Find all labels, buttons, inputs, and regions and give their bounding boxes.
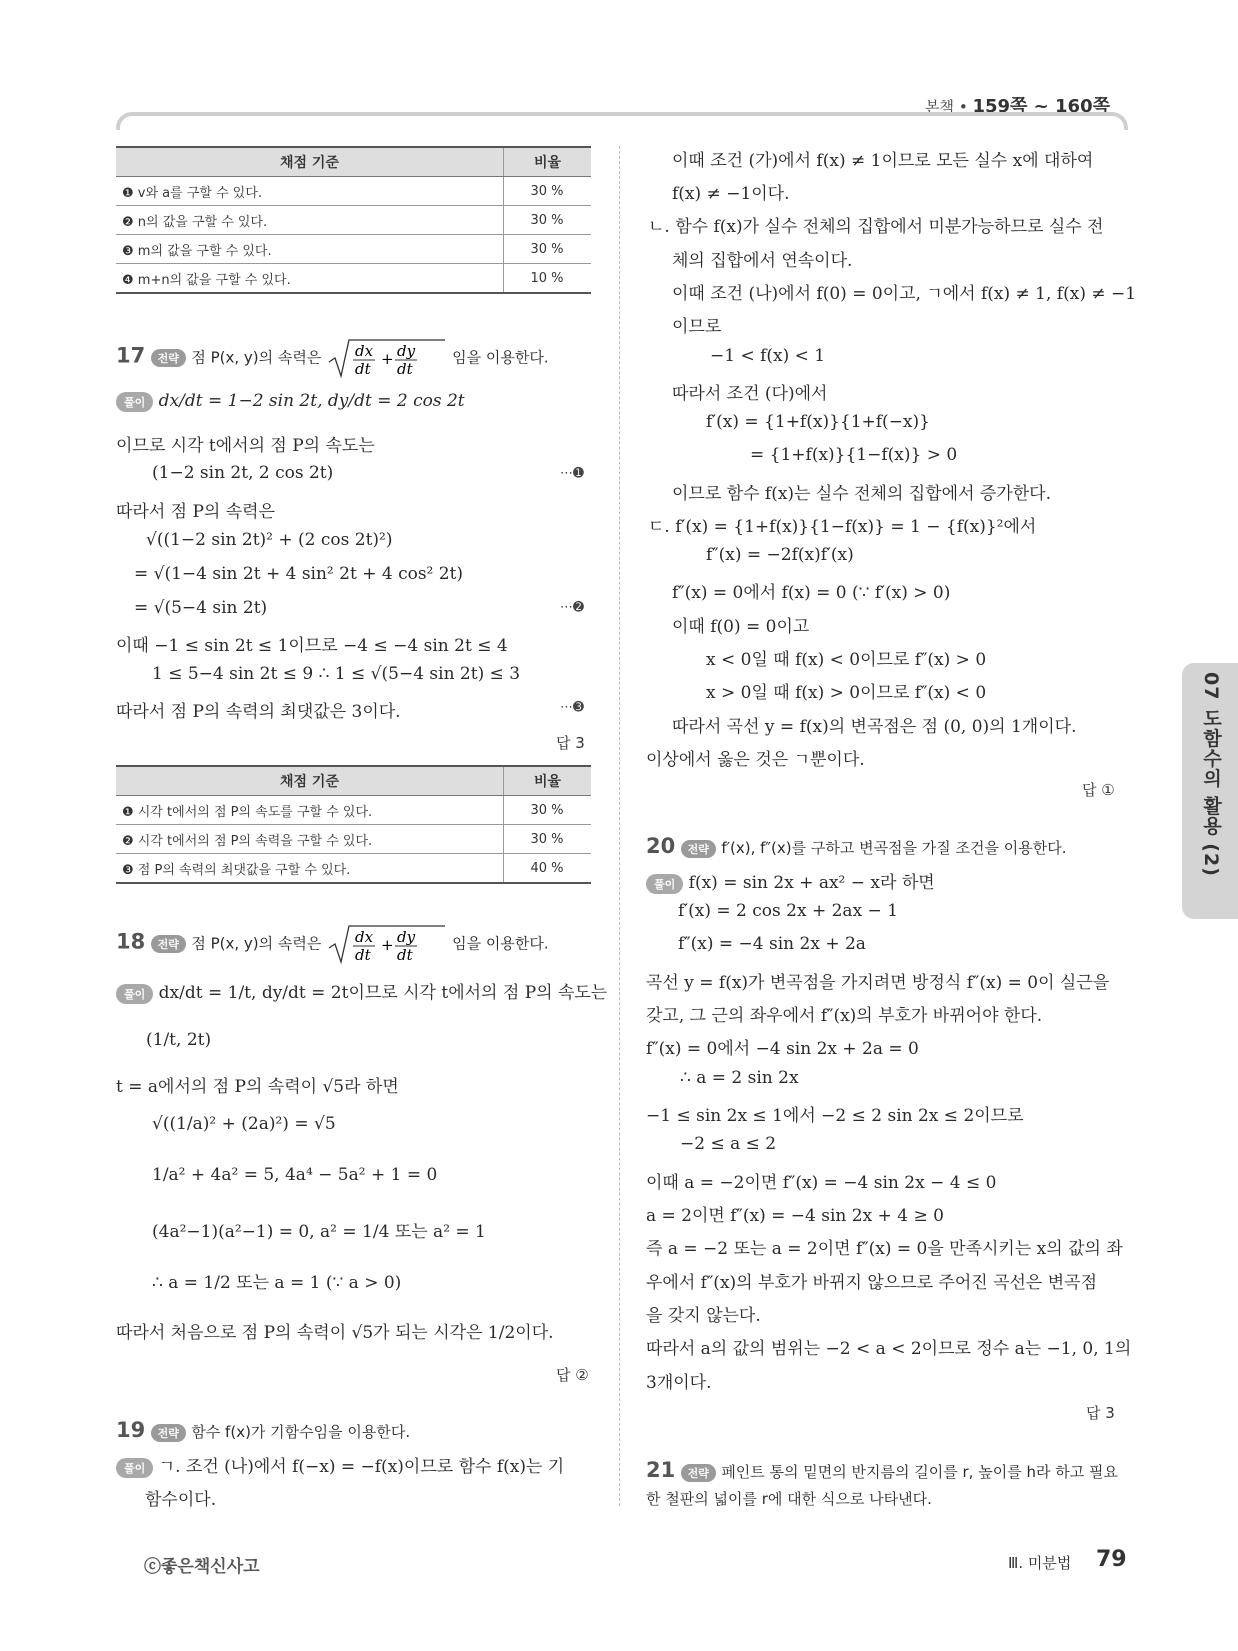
q17-line-7: 이때 −1 ≤ sin 2t ≤ 1이므로 −4 ≤ −4 sin 2t ≤ 4 (116, 636, 508, 656)
q19-r-6: −1 < f(x) < 1 (710, 346, 826, 366)
q17-line-5: = √(1−4 sin 2t + 4 sin² 2t + 4 cos² 2t) (134, 564, 464, 584)
q18-hint-b: 임을 이용한다. (452, 934, 549, 953)
q19-r-5: 이므로 (672, 317, 722, 337)
q18-line-5: (4a²−1)(a²−1) = 0, a² = 1/4 또는 a² = 1 (152, 1222, 486, 1242)
mark-3: ⋯➌ (560, 700, 584, 715)
q21-heading (646, 1458, 1118, 1482)
q19-r-4: 이때 조건 (나)에서 f(0) = 0이고, ㄱ에서 f(x) ≠ 1, f(x) ≠ −1 (672, 284, 1137, 304)
q19-text: ㄱ. 조건 (나)에서 f(−x) = −f(x)이므로 함수 f(x)는 기 (158, 1457, 565, 1477)
q18-text: dx/dt = 1/t, dy/dt = 2t이므로 시각 t에서의 점 P의 속도는 (158, 983, 608, 1003)
question-number: 17 (116, 343, 146, 368)
q17-line-9: 따라서 점 P의 속력의 최댓값은 3이다. (116, 702, 401, 722)
q20-line-2: f″(x) = −4 sin 2x + 2a (678, 934, 866, 954)
q19-r-13: f″(x) = 0에서 f(x) = 0 (∵ f′(x) > 0) (672, 583, 951, 603)
svg-text:+: + (380, 350, 394, 368)
q19-r-18: 이상에서 옳은 것은 ㄱ뿐이다. (646, 750, 865, 770)
q19-r-15: x < 0일 때 f(x) < 0이므로 f″(x) > 0 (706, 650, 987, 670)
q19-r-11: ㄷ. f′(x) = {1+f(x)}{1−f(x)} = 1 − {f(x)}²에서 (648, 517, 1037, 537)
svg-text:dt: dt (396, 946, 413, 964)
q19-r-14: 이때 f(0) = 0이고 (672, 617, 810, 637)
q18-line-2: t = a에서의 점 P의 속력이 √5라 하면 (116, 1077, 399, 1097)
q20-text: f(x) = sin 2x + ax² − x라 하면 (688, 873, 935, 893)
ratio-cell: 30 % (504, 825, 592, 854)
q20-line-10: a = 2이면 f″(x) = −4 sin 2x + 4 ≥ 0 (646, 1206, 944, 1226)
criterion-cell: ❷ 시각 t에서의 점 P의 속력을 구할 수 있다. (116, 825, 504, 854)
table-header-ratio: 비율 (504, 147, 592, 177)
solution-badge: 풀이 (116, 392, 153, 412)
q19-left-line-0 (116, 1452, 564, 1478)
criterion-cell: ❹ m+n의 값을 구할 수 있다. (116, 264, 504, 294)
q20-line-14: 따라서 a의 값의 범위는 −2 < a < 2이므로 정수 a는 −1, 0, 1의 (646, 1339, 1132, 1359)
strategy-badge: 전략 (681, 840, 716, 858)
q19-r-16: x > 0일 때 f(x) > 0이므로 f″(x) < 0 (706, 683, 987, 703)
q17-hint-a: 점 P(x, y)의 속력은 (191, 348, 322, 367)
q17-heading (116, 336, 549, 380)
q19-r-1: f(x) ≠ −1이다. (672, 184, 790, 204)
q19-r-7: 따라서 조건 (다)에서 (672, 384, 828, 404)
q21-hint-line-1: 한 철판의 넓이를 r에 대한 식으로 나타낸다. (646, 1490, 932, 1508)
q18-line-6: ∴ a = 1/2 또는 a = 1 (∵ a > 0) (152, 1273, 402, 1293)
q20-line-3: 곡선 y = f(x)가 변곡점을 가지려면 방정식 f″(x) = 0이 실근을 (646, 973, 1110, 993)
ratio-cell: 40 % (504, 854, 592, 884)
q18-line-0 (116, 978, 607, 1004)
q17-hint-b: 임을 이용한다. (452, 348, 549, 367)
ratio-cell: 30 % (504, 796, 592, 825)
q19-heading (116, 1418, 410, 1442)
table-row (116, 796, 591, 825)
speed-formula-graphic (327, 336, 447, 380)
strategy-badge: 전략 (151, 1424, 186, 1442)
q21-hint-line-0: 페인트 통의 밑면의 반지름의 길이를 r, 높이를 h라 하고 필요 (721, 1463, 1118, 1481)
table-row (116, 235, 591, 264)
table-row (116, 177, 591, 206)
q18-line-3: √((1/a)² + (2a)²) = √5 (152, 1114, 336, 1134)
svg-text:dx: dx (354, 928, 373, 946)
question-number: 21 (646, 1458, 676, 1482)
solution-badge: 풀이 (646, 874, 683, 894)
q18-hint-a: 점 P(x, y)의 속력은 (191, 934, 322, 953)
strategy-badge: 전략 (151, 349, 186, 367)
strategy-badge: 전략 (681, 1464, 716, 1482)
ratio-cell: 30 % (504, 206, 592, 235)
q20-answer: 답 3 (1086, 1404, 1115, 1422)
q17-line-3: 따라서 점 P의 속력은 (116, 502, 276, 522)
q20-line-1: f′(x) = 2 cos 2x + 2ax − 1 (678, 901, 899, 921)
q19-r-0: 이때 조건 (가)에서 f(x) ≠ 1이므로 모든 실수 x에 대하여 (672, 151, 1094, 171)
q20-line-11: 즉 a = −2 또는 a = 2이면 f″(x) = 0을 만족시키는 x의 값의 좌 (646, 1239, 1123, 1259)
q17-text: dx/dt = 1−2 sin 2t, dy/dt = 2 cos 2t (158, 391, 465, 411)
q18-line-4: 1/a² + 4a² = 5, 4a⁴ − 5a² + 1 = 0 (152, 1165, 438, 1185)
q17-answer: 답 3 (556, 734, 585, 752)
q20-line-12: 우에서 f″(x)의 부호가 바뀌지 않으므로 주어진 곡선은 변곡점 (646, 1273, 1098, 1293)
svg-text:+: + (380, 936, 394, 954)
question-number: 20 (646, 834, 676, 858)
solution-badge: 풀이 (116, 1458, 153, 1478)
svg-text:dt: dt (396, 360, 413, 378)
ratio-cell: 30 % (504, 177, 592, 206)
table-header-criterion: 채점 기준 (116, 766, 504, 796)
q19-r-17: 따라서 곡선 y = f(x)의 변곡점은 점 (0, 0)의 1개이다. (672, 717, 1077, 737)
table-row (116, 854, 591, 884)
q20-line-15: 3개이다. (646, 1373, 712, 1393)
svg-text:dx: dx (354, 342, 373, 360)
q19-r-9: = {1+f(x)}{1−f(x)} > 0 (750, 445, 958, 465)
section-label: Ⅲ. 미분법 (1008, 1554, 1072, 1572)
ratio-cell: 10 % (504, 264, 592, 294)
question-number: 18 (116, 929, 146, 954)
speed-formula-graphic (327, 922, 447, 966)
strategy-badge: 전략 (151, 935, 186, 953)
q19-r-3: 체의 집합에서 연속이다. (672, 251, 853, 271)
q19-r-2: ㄴ. 함수 f(x)가 실수 전체의 집합에서 미분가능하므로 실수 전 (648, 217, 1104, 237)
q19-r-12: f″(x) = −2f(x)f′(x) (706, 545, 854, 565)
q19-hint: 함수 f(x)가 기함수임을 이용한다. (191, 1423, 411, 1441)
q20-line-4: 갖고, 그 근의 좌우에서 f″(x)의 부호가 바뀌어야 한다. (646, 1006, 1043, 1026)
criterion-cell: ❶ v와 a를 구할 수 있다. (116, 177, 504, 206)
solution-badge: 풀이 (116, 984, 153, 1004)
q20-heading (646, 834, 1067, 858)
svg-text:dy: dy (396, 342, 415, 360)
ratio-cell: 30 % (504, 235, 592, 264)
q20-line-13: 을 갖지 않는다. (646, 1306, 761, 1326)
header-book: 본책 (925, 98, 955, 116)
column-divider (619, 146, 620, 1506)
table-row (116, 264, 591, 294)
svg-text:dt: dt (354, 360, 371, 378)
criterion-cell: ❸ m의 값을 구할 수 있다. (116, 235, 504, 264)
publisher-logo: ⓒ좋은책신사고 (144, 1557, 260, 1577)
q17-line-2: (1−2 sin 2t, 2 cos 2t) (152, 463, 334, 483)
q18-line-1: (1/t, 2t) (146, 1030, 212, 1050)
q20-line-8: −2 ≤ a ≤ 2 (680, 1134, 777, 1154)
header-bullet: • (958, 98, 968, 116)
chapter-side-tab-label: 07 도함수의 활용 (2) (1200, 672, 1222, 877)
table-header-ratio: 비율 (504, 766, 592, 796)
q20-line-0 (646, 868, 935, 894)
header-pages: 159쪽 ~ 160쪽 (972, 96, 1110, 117)
table-row (116, 825, 591, 854)
q18-line-7: 따라서 처음으로 점 P의 속력이 √5가 되는 시각은 1/2이다. (116, 1323, 554, 1343)
table-row (116, 206, 591, 235)
criterion-cell: ❶ 시각 t에서의 점 P의 속도를 구할 수 있다. (116, 796, 504, 825)
svg-text:dy: dy (396, 928, 415, 946)
grading-table-16 (116, 146, 591, 294)
question-number: 19 (116, 1418, 146, 1442)
q20-line-7: −1 ≤ sin 2x ≤ 1에서 −2 ≤ 2 sin 2x ≤ 2이므로 (646, 1106, 1024, 1126)
criterion-cell: ❷ n의 값을 구할 수 있다. (116, 206, 504, 235)
q18-heading (116, 922, 549, 966)
q17-line-1: 이므로 시각 t에서의 점 P의 속도는 (116, 436, 375, 456)
q17-line-0 (116, 391, 465, 412)
grading-table-17 (116, 765, 591, 884)
q20-line-5: f″(x) = 0에서 −4 sin 2x + 2a = 0 (646, 1039, 919, 1059)
q20-line-9: 이때 a = −2이면 f″(x) = −4 sin 2x − 4 ≤ 0 (646, 1173, 997, 1193)
q18-answer: 답 ② (556, 1366, 589, 1384)
q19-left-line-1: 함수이다. (145, 1490, 217, 1510)
q17-line-4: √((1−2 sin 2t)² + (2 cos 2t)²) (146, 530, 393, 550)
mark-2: ⋯➋ (560, 600, 584, 615)
q19-r-8: f′(x) = {1+f(x)}{1+f(−x)} (706, 412, 930, 432)
top-frame-bar (116, 112, 1128, 130)
q20-hint: f′(x), f″(x)를 구하고 변곡점을 가질 조건을 이용한다. (721, 839, 1067, 857)
svg-text:dt: dt (354, 946, 371, 964)
q17-line-6: = √(5−4 sin 2t) (134, 598, 268, 618)
q19-r-10: 이므로 함수 f(x)는 실수 전체의 집합에서 증가한다. (672, 484, 1051, 504)
q20-line-6: ∴ a = 2 sin 2x (680, 1068, 799, 1088)
q19-answer: 답 ① (1082, 781, 1115, 799)
mark-1: ⋯➊ (560, 466, 584, 481)
criterion-cell: ❸ 점 P의 속력의 최댓값을 구할 수 있다. (116, 854, 504, 884)
page-number: 79 (1096, 1547, 1127, 1572)
table-header-criterion: 채점 기준 (116, 147, 504, 177)
q17-line-8: 1 ≤ 5−4 sin 2t ≤ 9 ∴ 1 ≤ √(5−4 sin 2t) ≤ 3 (152, 664, 521, 684)
